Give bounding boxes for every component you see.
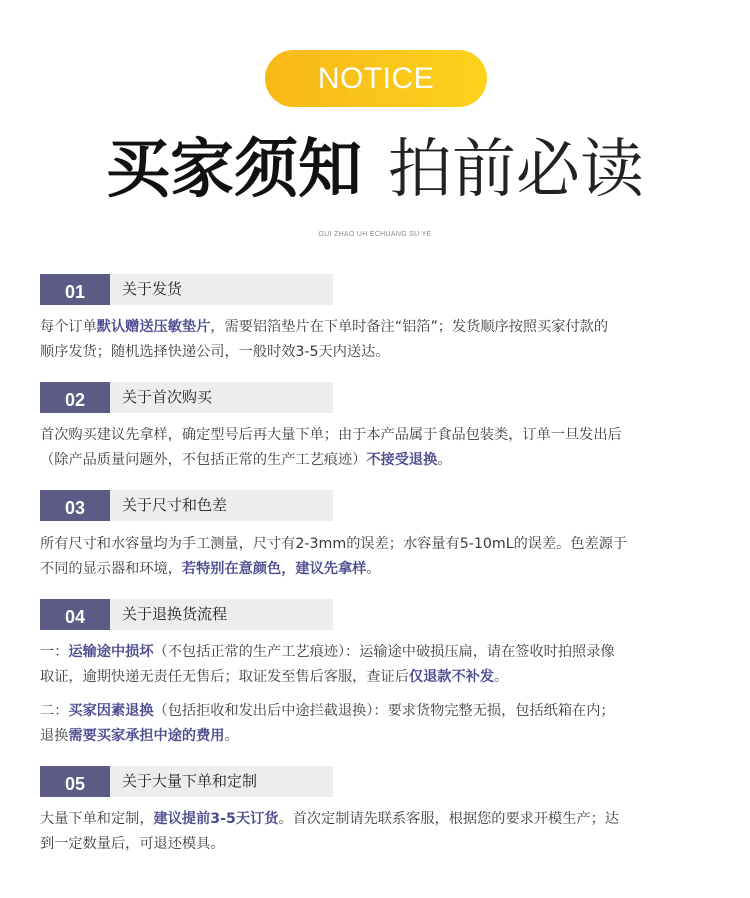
section-number: 03 (40, 490, 110, 521)
highlight-text: 不接受退换 (366, 452, 438, 468)
section-title: 关于首次购买 (110, 382, 333, 413)
highlight-text: 买家因素退换 (68, 703, 154, 719)
page-title-sub: 拍前必读 (388, 133, 644, 207)
body-line: 到一定数量后，可退还模具。 (40, 836, 225, 852)
body-line: 所有尺寸和水容量均为手工测量，尺寸有2-3mm的误差；水容量有5-10mL的误差。色差源于 (40, 536, 628, 552)
body-line: 退换需要买家承担中途的费用。 (40, 728, 239, 744)
body-line: 一：运输途中损坏（不包括正常的生产工艺痕迹）：运输途中破损压扁，请在签收时拍照录像 (40, 644, 615, 660)
highlight-text: 仅退款不补发 (408, 669, 495, 685)
highlight-text: 运输途中损坏 (68, 644, 154, 660)
body-line: 首次购买建议先拿样，确定型号后再大量下单；由于本产品属于食品包装类，订单一旦发出后 (40, 427, 622, 443)
body-line: 顺序发货；随机选择快递公司，一般时效3-5天内送达。 (40, 344, 390, 360)
page-title (0, 128, 750, 212)
section-header-05 (40, 766, 333, 797)
section-number: 04 (40, 599, 110, 630)
section-number: 02 (40, 382, 110, 413)
section-header-01 (40, 274, 333, 305)
section-header-02 (40, 382, 333, 413)
section-body-05 (40, 807, 720, 857)
section-title: 关于尺寸和色差 (110, 490, 333, 521)
notice-badge: NOTICE (265, 50, 487, 107)
section-header-04 (40, 599, 333, 630)
section-body-04b (40, 699, 720, 749)
body-line: 每个订单默认赠送压敏垫片，需要铝箔垫片在下单时备注“铝箔”；发货顺序按照买家付款的 (40, 319, 609, 335)
section-body-01 (40, 315, 720, 365)
body-line: （除产品质量问题外，不包括正常的生产工艺痕迹）不接受退换。 (40, 452, 452, 468)
pinyin-subtitle: GUI ZHAO UH ECHUANG SU YE (318, 231, 432, 238)
section-body-02 (40, 423, 720, 473)
body-line: 取证，逾期快递无责任无售后；取证发至售后客服，查证后仅退款不补发。 (40, 669, 509, 685)
body-line: 不同的显示器和环境，若特别在意颜色，建议先拿样。 (40, 561, 381, 577)
body-line: 大量下单和定制，建议提前3-5天订货。首次定制请先联系客服，根据您的要求开模生产；达 (40, 811, 619, 827)
section-number: 01 (40, 274, 110, 305)
highlight-text: 若特别在意颜色，建议先拿样 (181, 561, 367, 577)
section-body-04a (40, 640, 720, 690)
page-title-main: 买家须知 (106, 133, 362, 207)
section-body-03 (40, 532, 720, 582)
section-header-03 (40, 490, 333, 521)
section-number: 05 (40, 766, 110, 797)
section-title: 关于退换货流程 (110, 599, 333, 630)
highlight-text: 默认赠送压敏垫片 (96, 319, 211, 335)
section-title: 关于大量下单和定制 (110, 766, 333, 797)
highlight-text: 需要买家承担中途的费用 (68, 728, 225, 744)
section-title: 关于发货 (110, 274, 333, 305)
highlight-text: 建议提前3-5天订货 (153, 811, 279, 827)
body-line: 二：买家因素退换（包括拒收和发出后中途拦截退换）：要求货物完整无损，包括纸箱在内； (40, 703, 615, 719)
